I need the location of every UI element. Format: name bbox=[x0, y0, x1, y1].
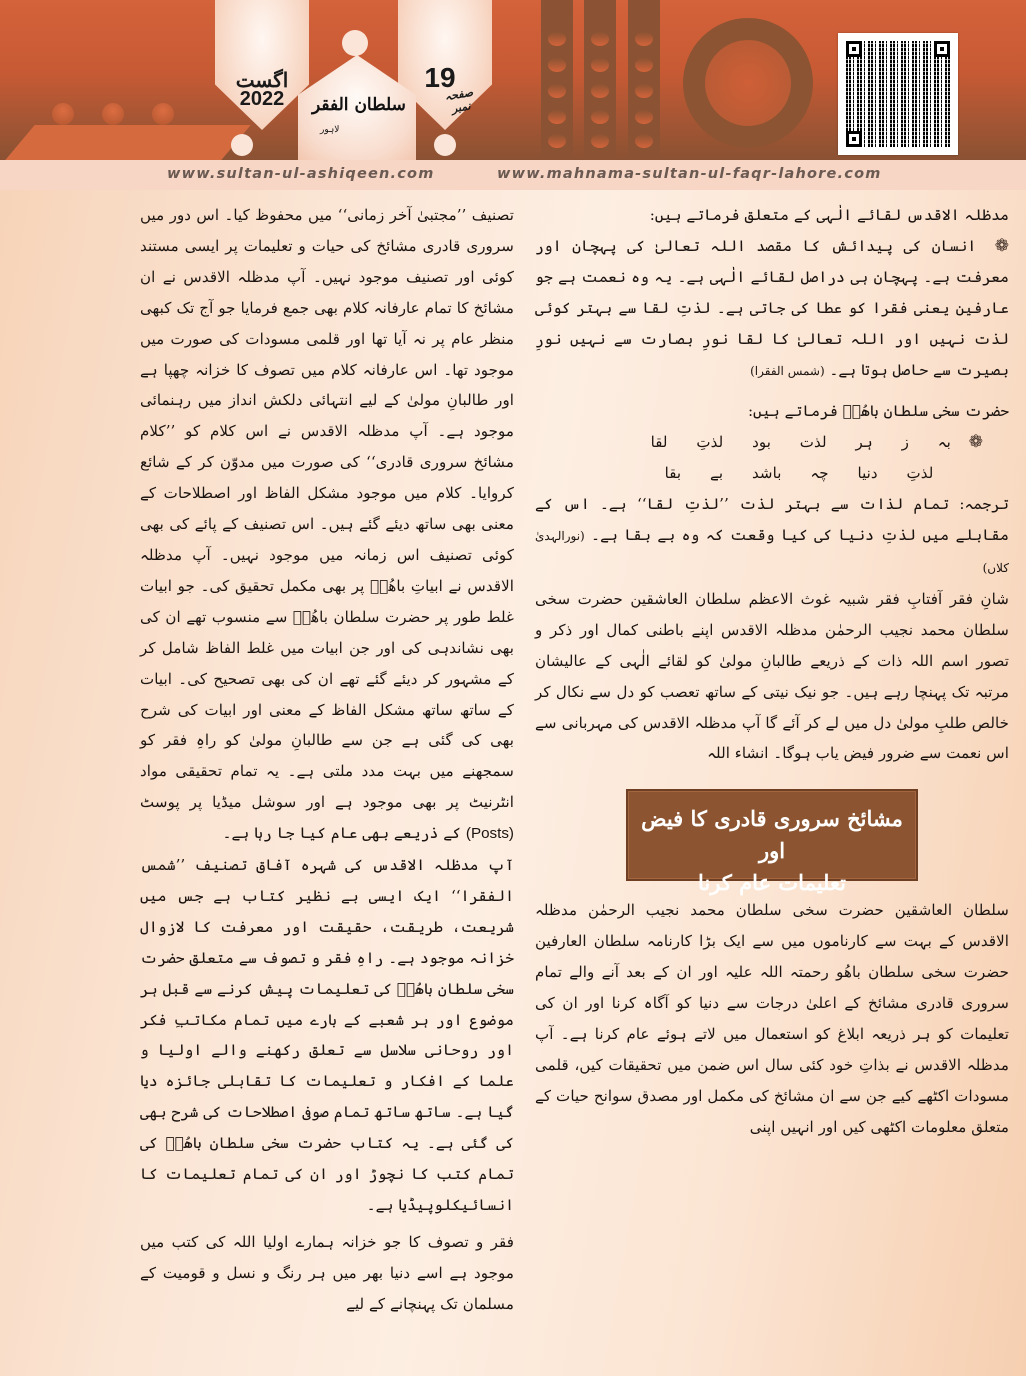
section-heading bbox=[626, 789, 918, 896]
decorative-stripes bbox=[0, 125, 230, 160]
article-paragraph: آپ مدظلہ الاقدس کی شہرہ آفاق تصنیف ’’شمس الفقرا‘‘ ایک ایسی بے نظیر کتاب ہے جس میں شریعت، طریقت، حقیقت اور معرفت کا لازوال خزانہ موجود ہے۔ راہِ فقر و تصوف سے متعلق حضرت سخی سلطان باھُوؒ کی تعلیمات پیش کرنے سے قبل ہر موضوع اور ہر شعبے کے بارے میں تمام مکاتبِ فکر اور روحانی سلاسل سے تعلق رکھنے والے اولیا و علما کے افکار و تعلیمات کا تقابلی جائزہ دیا گیا ہے۔ ساتھ ساتھ تمام صوفی اصطلاحات کی شرح بھی کی گئی ہے۔ یہ کتاب حضرت سخی سلطان باھُوؒ کی تمام کتب کا نچوڑ اور ان کی تمام تعلیمات کا انسائیکلوپیڈیا ہے۔ bbox=[140, 856, 514, 1214]
translation-reference: (نورالہدیٰ کلاں) bbox=[535, 529, 1009, 575]
decorative-dot bbox=[52, 103, 74, 125]
translation-text: ترجمہ: تمام لذات سے بہتر لذت ’’لذتِ لقا‘‘ ہے۔ اس کے مقابلے میں لذتِ دنیا کی کیا وقعت کہ وہ بے بقا ہے۔ bbox=[535, 495, 1009, 545]
translation-paragraph bbox=[535, 489, 1009, 584]
verse-line bbox=[535, 458, 1009, 489]
article-paragraph: شانِ فقر آفتابِ فقر شبیہ غوث الاعظم سلطان العاشقین حضرت سخی سلطان محمد نجیب الرحمٰن مدظلہ الاقدس اپنے باطنی کمال اور ذکر و تصور اسم اللہ ذات کے ذریعے طالبانِ مولیٰ کو لقائے الٰہی کے عالیشان مرتبہ تک پہنچا رہے ہیں۔ جو نیک نیتی کے ساتھ تعصب کو دل سے نکال کر خالص طلبِ مولیٰ دل میں لے کر آئے گا آپ مدظلہ الاقدس کی مہربانی سے اس نعمت سے ضرور فیض یاب ہوگا۔ انشاء اللہ bbox=[535, 589, 1009, 763]
paragraph-text-end: کے ذریعے بھی عام کیا جا رہا ہے۔ bbox=[222, 824, 462, 843]
flower-star-icon: ❁ bbox=[968, 432, 983, 453]
issue-month: اگست bbox=[235, 68, 289, 92]
decorative-bar bbox=[541, 0, 573, 160]
website-link-ashiqeen[interactable]: www.sultan-ul-ashiqeen.com bbox=[167, 166, 435, 182]
issue-year: 2022 bbox=[239, 88, 285, 110]
decorative-ring bbox=[683, 18, 813, 148]
article-paragraph bbox=[140, 200, 514, 850]
decorative-dot bbox=[152, 103, 174, 125]
quote-paragraph bbox=[535, 231, 1009, 387]
url-strip bbox=[0, 160, 1026, 190]
article-paragraph: سلطان العاشقین حضرت سخی سلطان محمد نجیب الرحمٰن مدظلہ الاقدس کے بہت سے کارناموں میں سے ایک بڑا کارنامہ سلطان العارفین حضرت سخی سلطان باھُو رحمتہ اللہ علیہ اور ان کے بعد آنے والے تمام سروری قادری مشائخ کے اعلیٰ درجات سے دنیا کو آگاہ کرنا اور ان کی تعلیمات کو ہر ذریعہ ابلاغ کو استعمال میں لاتے ہوئے عام کرنا ہے۔ آپ مدظلہ الاقدس نے بذاتِ خود کئی سال اس ضمن میں تحقیقات کیں، قلمی مسودات اکٹھے کیے جن سے ان مشائخ کی مکمل اور مصدق سوانح حیات کے متعلق معلومات اکٹھی کیں اور انہیں اپنی bbox=[535, 901, 1009, 1136]
section-heading-line-2: تعلیمات عام کرنا bbox=[698, 870, 846, 896]
verse-line-1: بہ ز ہر لذت بود لذتِ لقا bbox=[650, 433, 951, 452]
quote-text: انسان کی پیدائش کا مقصد اللہ تعالیٰ کی پہچان اور معرفت ہے۔ پہچان ہی دراصل لقائے الٰہی ہے۔ یہ وہ نعمت ہے جو عارفین یعنی فقرا کو عطا کی جاتی ہے۔ لذتِ لقا سے بہتر کوئی لذت نہیں اور اللہ تعالیٰ کا لقا نورِ بصارت سے نہیں نورِ بصیرت سے حاصل ہوتا ہے۔ bbox=[535, 236, 1009, 379]
page-number-label: صفحہ نمبر bbox=[443, 85, 475, 116]
intro-line-2: حضرت سخی سلطان باھُوؒ فرماتے ہیں: bbox=[747, 402, 1009, 421]
header-banner bbox=[0, 0, 1026, 160]
article-column-right bbox=[535, 200, 1009, 1143]
page-number: 19 bbox=[424, 62, 456, 93]
section-heading-line-1: مشائخ سروری قادری کا فیض اور bbox=[641, 806, 903, 864]
pendant-ball bbox=[231, 134, 253, 156]
magazine-logo-city: لاہور bbox=[320, 125, 340, 135]
decorative-bar bbox=[584, 0, 616, 160]
verse-line-2: لذتِ دنیا چہ باشد بے بقا bbox=[664, 464, 934, 483]
magazine-logo: سلطان الفقر bbox=[312, 95, 406, 115]
dome-ball bbox=[342, 30, 368, 56]
paragraph-text: تصنیف ’’مجتبیٰ آخر زمانی‘‘ میں محفوظ کیا۔ اس دور میں سروری قادری مشائخ کی حیات و تعلیمات پر ایسی مستند کوئی اور تصنیف موجود نہیں۔ آپ مدظلہ الاقدس نے ان مشائخ کا تمام عارفانہ کلام بھی جمع فرمایا جو آج تک کبھی منظر عام پر نہ آیا تھا اور قلمی مسودات کی صورت میں موجود تھا۔ اس عارفانہ کلام میں تصوف کا خزانہ چھپا ہے اور طالبانِ مولیٰ کے لیے انتہائی دلکش انداز میں رہنمائی موجود ہے۔ آپ مدظلہ الاقدس نے اس کلام کو ’’کلام مشائخ سروری قادری‘‘ کی صورت میں مدوّن کر کے شائع کروایا۔ کلام میں موجود مشکل الفاظ اور اصطلاحات کے معنی بھی ساتھ دیئے گئے ہیں۔ اس تصنیف کے پائے کی بھی کوئی تصنیف اس زمانہ میں موجود نہیں۔ آپ مدظلہ الاقدس نے ابیاتِ باھُوؒ پر بھی مکمل تحقیق کی۔ جو ابیات غلط طور پر حضرت سلطان باھُوؒ سے منسوب تھے ان کی بھی نشاندہی کی اور جن ابیات میں غلط الفاظ شامل کر کے مشہور کر دیئے گئے تھے ان کی بھی تصحیح کی۔ ابیات کے ساتھ ساتھ مشکل الفاظ کے معنی اور ابیات کی شرح بھی کی گئی ہے جن سے طالبانِ مولیٰ کو راہِ فقر کو سمجھنے میں بہت مدد ملتی ہے۔ یہ تمام تحقیقی مواد انٹرنیٹ پر بھی موجود ہے اور سوشل میڈیا پر پوسٹ bbox=[140, 206, 514, 812]
posts-word: (Posts) bbox=[465, 825, 514, 843]
article-paragraph: فقر و تصوف کا جو خزانہ ہمارے اولیا اللہ کی کتب میں موجود ہے اسے دنیا بھر میں ہر رنگ و نسل و قومیت کے مسلمان تک پہنچانے کے لیے bbox=[140, 1232, 514, 1313]
website-link-mahnama[interactable]: www.mahnama-sultan-ul-faqr-lahore.com bbox=[497, 166, 882, 182]
intro-line: مدظلہ الاقدس لقائے الٰہی کے متعلق فرماتے ہیں: bbox=[649, 206, 1009, 224]
decorative-dot bbox=[102, 103, 124, 125]
verse-line bbox=[535, 427, 1009, 458]
pendant-ball bbox=[434, 134, 456, 156]
decorative-bar bbox=[628, 0, 660, 160]
article-column-left bbox=[140, 200, 514, 1320]
qr-code-icon[interactable] bbox=[838, 33, 958, 155]
quote-reference: (شمس الفقرا) bbox=[750, 363, 825, 378]
flower-star-icon: ❁ bbox=[994, 235, 1009, 256]
